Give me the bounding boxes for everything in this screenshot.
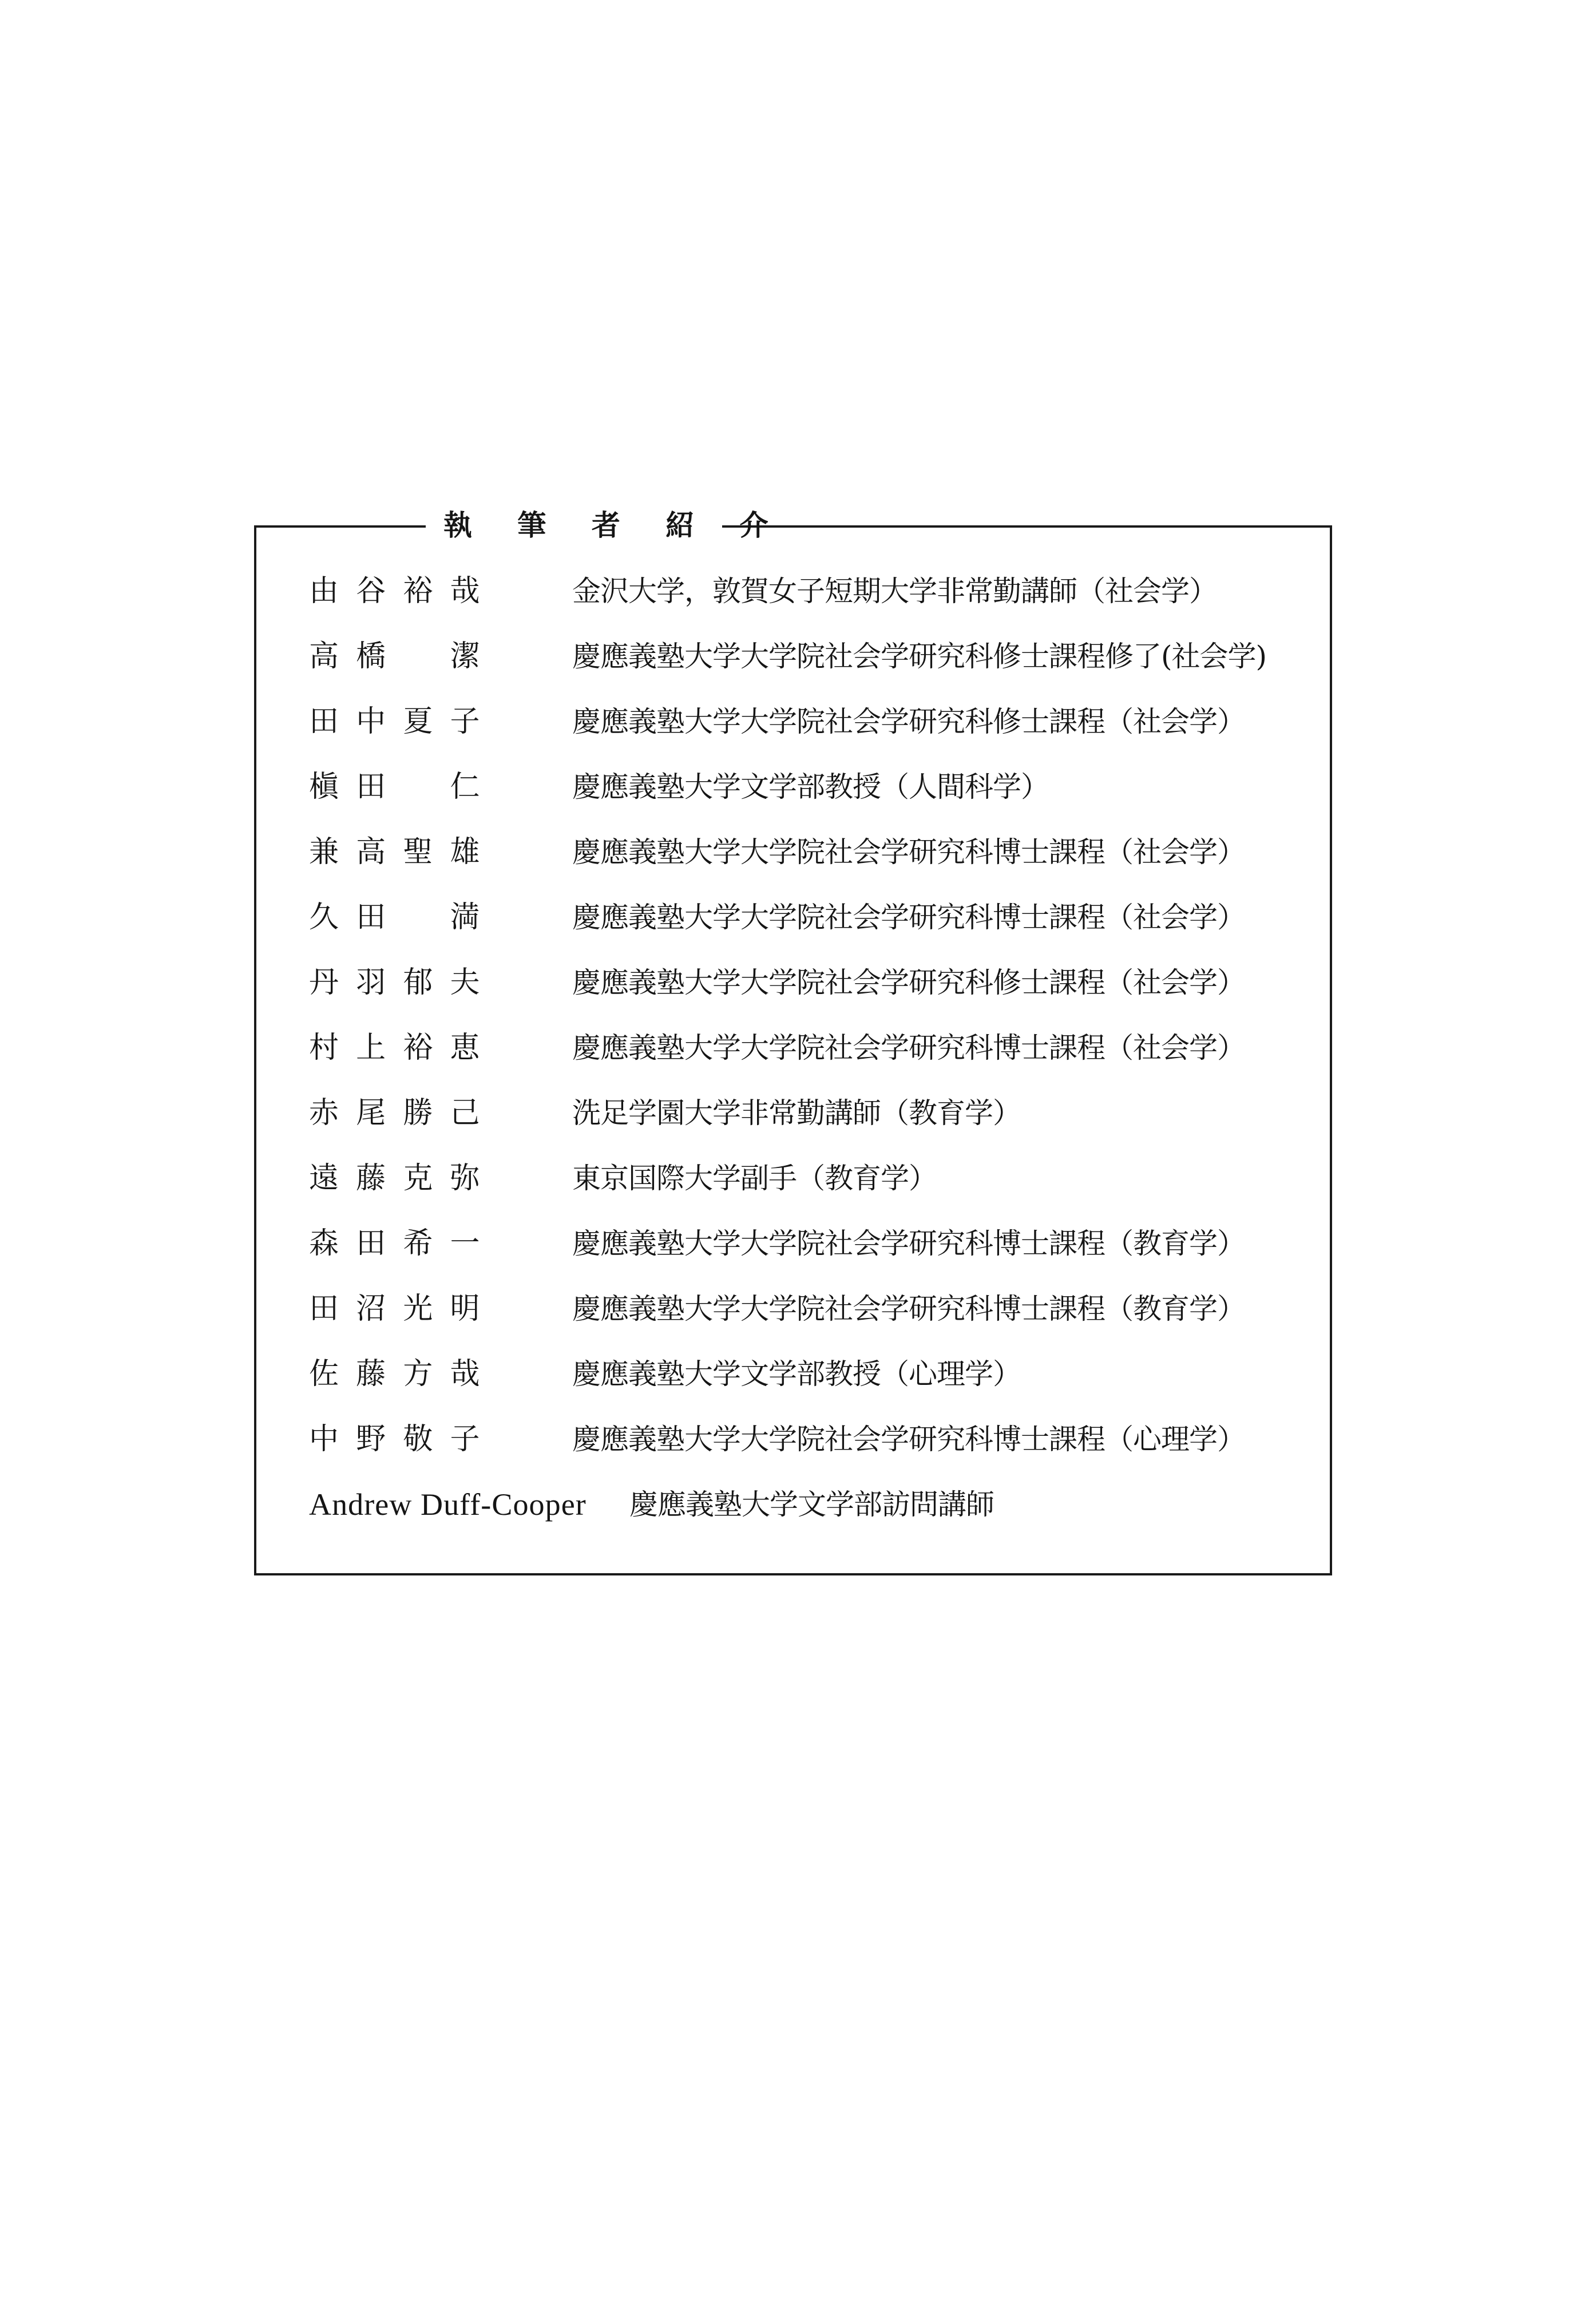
contributor-name: 田沼光明: [309, 1292, 497, 1326]
heading-rule-right: [722, 525, 1332, 528]
contributor-affiliation: 慶應義塾大学大学院社会学研究科修士課程（社会学）: [572, 966, 1245, 999]
contributor-name: 由谷裕哉: [309, 574, 497, 608]
heading-rule-left: [254, 525, 426, 528]
contributor-name: 槇田 仁: [309, 770, 497, 804]
contributor-name: Andrew Duff-Cooper: [309, 1487, 587, 1522]
contributor-affiliation: 慶應義塾大学文学部教授（人間科学）: [572, 770, 1049, 803]
contributor-affiliation: 慶應義塾大学大学院社会学研究科博士課程（社会学）: [572, 1031, 1245, 1064]
contributor-affiliation: 慶應義塾大学大学院社会学研究科博士課程（教育学）: [572, 1227, 1245, 1260]
contributor-affiliation: 洗足学園大学非常勤講師（教育学）: [572, 1096, 1021, 1130]
contributor-affiliation: 金沢大学，敦賀女子短期大学非常勤講師（社会学）: [572, 575, 1217, 608]
contributor-affiliation: 慶應義塾大学文学部訪問講師: [629, 1488, 994, 1521]
contributor-name: 田中夏子: [309, 704, 497, 739]
contributor-affiliation: 慶應義塾大学大学院社会学研究科修士課程（社会学）: [572, 705, 1245, 738]
contributor-affiliation: 東京国際大学副手（教育学）: [572, 1162, 937, 1195]
contributor-name: 兼高聖雄: [309, 835, 497, 869]
contributor-name: 森田希一: [309, 1226, 497, 1261]
contributor-affiliation: 慶應義塾大学大学院社会学研究科博士課程（社会学）: [572, 901, 1245, 934]
contributor-name: 久田 満: [309, 900, 497, 935]
contributor-name: 中野敬子: [309, 1422, 497, 1456]
contributor-affiliation: 慶應義塾大学大学院社会学研究科博士課程（社会学）: [572, 836, 1245, 869]
contributor-name: 丹羽郁夫: [309, 965, 497, 1000]
contributor-name: 佐藤方哉: [309, 1357, 497, 1391]
contributor-affiliation: 慶應義塾大学文学部教授（心理学）: [572, 1357, 1021, 1391]
contributor-name: 高橋 潔: [309, 639, 497, 674]
contributor-name: 村上裕恵: [309, 1031, 497, 1065]
contributor-affiliation: 慶應義塾大学大学院社会学研究科博士課程（教育学）: [572, 1292, 1245, 1325]
section-heading: 執 筆 者 紹 介: [443, 508, 786, 542]
contributor-affiliation: 慶應義塾大学大学院社会学研究科修士課程修了(社会学): [572, 640, 1267, 673]
contributor-affiliation: 慶應義塾大学大学院社会学研究科博士課程（心理学）: [572, 1423, 1245, 1456]
contributor-name: 遠藤克弥: [309, 1161, 497, 1195]
contributor-name: 赤尾勝己: [309, 1096, 497, 1130]
